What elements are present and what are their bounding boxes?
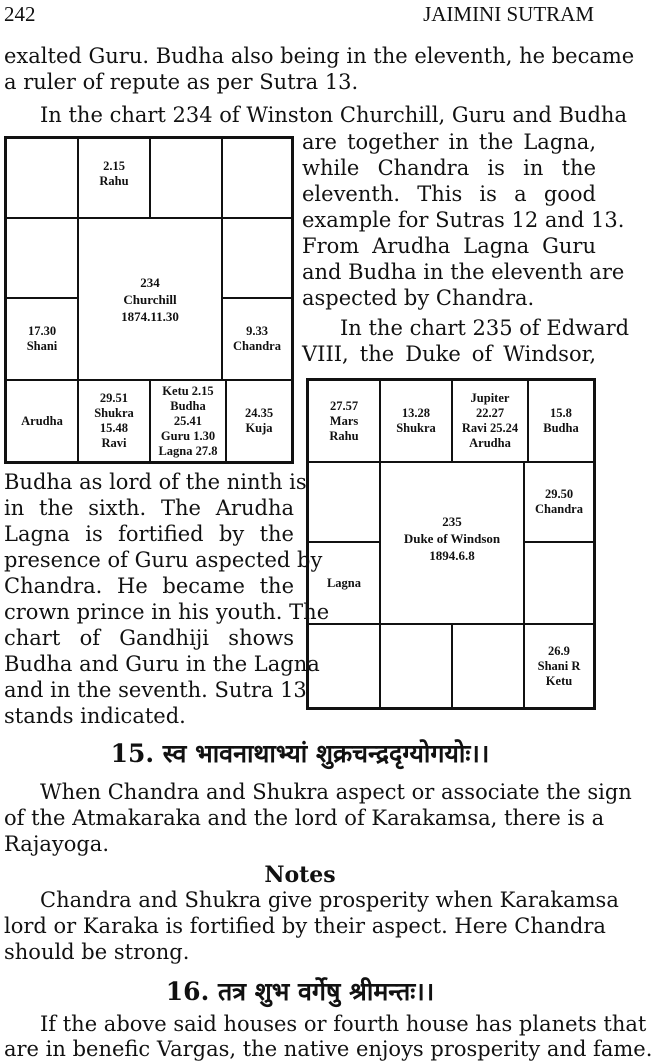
right-line: aspected by Chandra. [302,286,535,310]
sutra-15-line: of the Atmakaraka and the lord of Karakamsa, there is a [4,806,605,830]
notes-line: lord or Karaka is fortified by their aspect. Here Chandra [4,914,606,938]
chart-235-house-2-4: 29.50 Chandra [524,462,594,542]
right-line: are together in the Lagna, [302,130,596,154]
left-line: Budha as lord of the ninth is [4,470,307,494]
chart-234-house-4-1: Arudha [6,380,78,462]
left-line: crown prince in his youth. The [4,600,330,624]
sutra-16-line: are in benefic Vargas, the native enjoys prosperity and fame. [4,1037,652,1061]
chart-234-center: 234 Churchill 1874.11.30 [78,218,222,380]
chart-235-house-3-4 [524,542,594,624]
sutra-15-line: Rajayoga. [4,832,109,856]
chart-235 [306,378,596,710]
chart-235-house-4-3 [452,624,524,708]
chart-234-house-1-3 [150,138,222,218]
right-line: VIII, the Duke of Windsor, [302,342,596,366]
notes-heading: Notes [264,862,336,888]
chart-234-house-4-4: 24.35 Kuja [226,380,292,462]
chart-234-house-4-2: 29.51 Shukra 15.48 Ravi [78,380,150,462]
chart-234 [4,136,294,464]
chart-234-house-4-3: Ketu 2.15 Budha 25.41 Guru 1.30 Lagna 27.8 [150,380,226,462]
chart-235-house-4-4: 26.9 Shani R Ketu [524,624,594,708]
chart-234-house-2-4 [222,218,292,298]
intro-line: In the chart 234 of Winston Churchill, Guru and Budha [40,103,627,127]
chart-235-house-4-2 [380,624,452,708]
right-line: In the chart 235 of Edward [340,316,630,340]
chart-235-house-1-3: Jupiter 22.27 Ravi 25.24 Arudha [452,380,528,462]
left-line: and in the seventh. Sutra 13 [4,678,307,702]
left-line: Budha and Guru in the Lagna [4,652,320,676]
left-line: chart of Gandhiji shows [4,626,294,650]
right-line: eleventh. This is a good [302,182,596,206]
right-line: and Budha in the eleventh are [302,260,625,284]
chart-235-house-1-1: 27.57 Mars Rahu [308,380,380,462]
chart-235-center: 235 Duke of Windson 1894.6.8 [380,462,524,624]
intro-line: exalted Guru. Budha also being in the eleventh, he became [4,44,635,68]
left-line: presence of Guru aspected by [4,548,323,572]
chart-234-house-3-1: 17.30 Shani [6,298,78,380]
chart-235-house-3-1: Lagna [308,542,380,624]
running-title: JAIMINI SUTRAM [423,2,594,26]
sutra-15-heading: 15. स्व भावनाथाभ्यां शुक्रचन्द्रदृग्योगयोः।। [110,739,490,768]
intro-line: a ruler of repute as per Sutra 13. [4,70,359,94]
chart-234-house-3-4: 9.33 Chandra [222,298,292,380]
left-line: stands indicated. [4,704,186,728]
left-line: in the sixth. The Arudha [4,496,294,520]
sutra-16-heading: 16. तत्र शुभ वर्गेषु श्रीमन्तः।। [165,977,435,1006]
right-line: From Arudha Lagna Guru [302,234,596,258]
chart-234-house-2-1 [6,218,78,298]
left-line: Chandra. He became the [4,574,294,598]
left-line: Lagna is fortified by the [4,522,294,546]
chart-235-house-1-2: 13.28 Shukra [380,380,452,462]
notes-line: should be strong. [4,940,190,964]
chart-235-house-2-1 [308,462,380,542]
page-number: 242 [4,2,36,26]
chart-234-house-1-4 [222,138,292,218]
chart-235-house-1-4: 15.8 Budha [528,380,594,462]
right-line: example for Sutras 12 and 13. [302,208,625,232]
chart-234-house-1-1 [6,138,78,218]
notes-line: Chandra and Shukra give prosperity when Karakamsa [40,888,619,912]
sutra-16-line: If the above said houses or fourth house has planets that [40,1012,647,1036]
chart-234-house-1-2: 2.15 Rahu [78,138,150,218]
right-line: while Chandra is in the [302,156,596,180]
sutra-15-line: When Chandra and Shukra aspect or associate the sign [40,780,632,804]
